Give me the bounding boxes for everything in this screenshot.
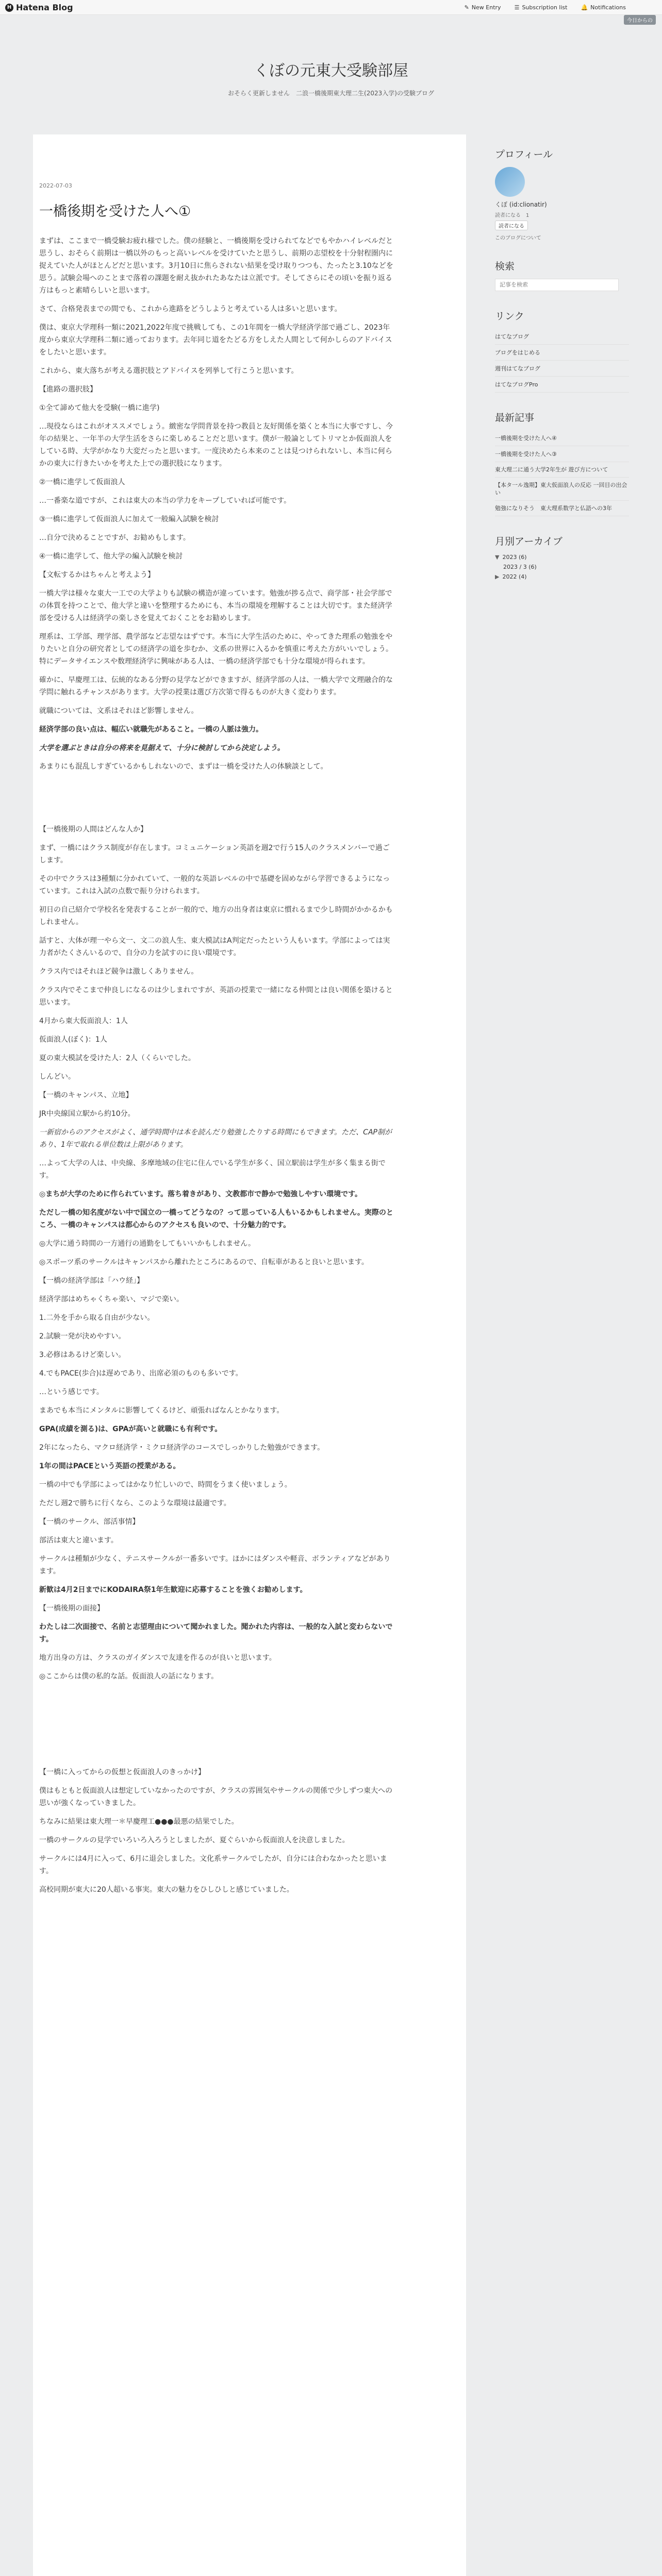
archive-label: 2022 (4) [502,573,527,580]
entry-paragraph: さて、合格発表までの間でも、これから進路をどうしようと考えている人は多いと思います。 [39,305,342,313]
recent-heading: 最新記事 [495,412,535,423]
account-menu-button[interactable]: 今日からの [624,15,656,25]
hatena-logo[interactable] [5,3,73,12]
new-entry-label: New Entry [471,4,501,11]
archive-label: 2023 / 3 (6) [503,564,537,570]
entry-paragraph [39,1188,395,1200]
entry-paragraph: 仮面浪人(ぼく)：1人 [39,1036,107,1044]
entry-paragraph: ①全て諦めて他大を受験(一橋に進学) [39,404,160,412]
entry-paragraph: あまりにも混乱しすぎているかもしれないので、まずは一橋を受けた人の体験談として。 [39,762,328,771]
archive-year-2023[interactable] [495,554,629,561]
recent-list [495,430,629,516]
links-list [495,329,629,393]
search-heading: 検索 [495,261,515,272]
entry-paragraph [39,1423,395,1435]
section-heading: 【一橋のキャンパス、立地】 [39,1091,133,1099]
entry-paragraph: まあでも本当にメンタルに影響してくるけど、頑張ればなんとかなります。 [39,1406,284,1415]
entry-paragraph: 4月から東大仮面浪人：1人 [39,1017,128,1025]
entry-paragraph: 【文転するかはちゃんと考えよう】 [39,571,155,579]
entry-paragraph: JR中央線国立駅から約10分。 [39,1110,135,1118]
profile-name[interactable]: くぼ (id:clionatir) [495,201,547,208]
entry-paragraph: 4.でもPACE(歩合)は遅めであり、出席必須のものも多いです。 [39,1369,243,1378]
logo-text: Hatena Blog [16,3,73,12]
hatena-logo-icon: H [5,4,13,12]
subscription-label: Subscription list [522,4,568,11]
section-heading: 【一橋のサークル、部活事情】 [39,1518,140,1526]
entry-paragraph: クラス内ではそれほど競争は激しくありません。 [39,968,198,976]
entry-paragraph: ◎ここからは僕の私的な話。仮面浪人の話になります。 [39,1672,219,1681]
entry-bold-text: 1年の間はPACEという英語の授業がある。 [39,1462,180,1470]
entry-paragraph: まず、一橋にはクラス制度が存在します。コミュニケーション英語を週2で行う15人のクラスメンバーで過ごします。 [39,844,390,865]
entry-emphasis [39,742,395,754]
entry-paragraph: 2.試験一発が決めやすい。 [39,1332,126,1341]
recent-entry-link[interactable]: 一橋後期を受けた人へ③ [495,446,629,462]
entry-paragraph: ちなみに結果は東大理一＊早慶理工●●●最悪の結果でした。 [39,1818,239,1826]
entry-paragraph: …よって大学の人は、中央線、多摩地域の住宅に住んでいる学生が多く、国立駅前は学生が多く集まる街です。 [39,1159,386,1180]
entry-paragraph: 高校同期が東大に20人超いる事実。東大の魅力をひしひしと感じていました。 [39,1886,294,1894]
entry-paragraph: これから、東大落ちが考える選択肢とアドバイスを列挙して行こうと思います。 [39,367,299,375]
new-entry-link[interactable] [465,4,501,11]
about-blog-link[interactable]: このブログについて [495,235,541,241]
section-heading: 【一橋の経済学部は「ハウ経」】 [39,1277,144,1285]
link-item[interactable]: はてなブログPro [495,377,629,393]
list-icon: ☰ [514,4,520,11]
links-section [495,309,629,393]
entry-paragraph: サークルは種類が少なく、テニスサークルが一番多いです。ほかにはダンスや軽音、ボランティアなどがあります。 [39,1555,391,1575]
section-heading: 【一橋後期の人間はどんな人か】 [39,825,147,834]
recent-entry-link[interactable]: 勉強になりそう 東大理系数学と仏語への3年 [495,501,629,516]
entry-bold-italic-text: 大学を選ぶときは自分の将来を見据えて、十分に検討してから決定しよう。 [39,744,285,752]
entry-paragraph: ②一橋に進学して仮面浪人 [39,478,125,486]
top-bar [0,0,662,24]
entry-paragraph: その中でクラスは3種類に分かれていて、一般的な英語レベルの中で基礎を固めながら学習できるようになっています。これは入試の点数で振り分けられます。 [39,875,390,895]
entry-paragraph: …現役ならはこれがオススメでしょう。緻密な学問背景を持つ教員と友好関係を築くと本当に大事ですし、今年の結果と、一年半の大学生活をさらに楽しめることだと思います。僕が一般論としてトリマとか仮面浪人をしている時、大学がかなり大変だったと思います。一度決めたら本来のことは見つけられないし、本当に何らかの東大に行きたいかを考えた上での選択肢になります。 [39,422,393,468]
entry-paragraph: 【進路の選択肢】 [39,385,97,394]
recent-entry-link[interactable]: 一橋後期を受けた人へ④ [495,430,629,446]
entry-paragraph [39,1621,395,1646]
entry-paragraph: 経済学部はめちゃくちゃ楽い、マジで楽い。 [39,1295,184,1303]
entry-bold-text: ◎まちが大学のために作られています。落ち着きがあり、文教都市で静かで勉強しやすい環境です。 [39,1190,362,1198]
link-item[interactable]: ブログをはじめる [495,345,629,361]
pencil-icon: ✎ [464,4,469,11]
entry-italic-text: 一新宿からのアクセスがよく、通学時間中は本を読んだり勉強したりする時間にもできます。ただ、CAP制があり、1年で取れる単位数は上限があります。 [39,1128,392,1149]
blog-title[interactable]: くぼの元東大受験部屋 [254,62,408,80]
archive-label: 2023 (6) [502,554,527,561]
account-menu [624,14,656,25]
reader-count: 読者になる 1 [495,213,529,218]
spacer [39,779,395,823]
entry-paragraph: 1.二外を手から取る自由が少ない。 [39,1314,155,1322]
avatar[interactable] [495,167,525,197]
top-nav [465,4,626,11]
notifications-link[interactable] [581,4,626,11]
entry-paragraph: 地方出身の方は、クラスのガイダンスで友達を作るのが良いと思います。 [39,1654,276,1662]
sidebar [495,147,629,598]
entry-bold-text: 新歓は4月2日までにKODAIRA祭1年生歓迎に応募することを強くお勧めします。 [39,1586,307,1594]
entry-paragraph: 確かに、早慶理工は、伝統的なある分野の見学などができますが、経済学部の人は、一橋大学で文理融合的な学問に触れるチャンスがあります。大学の授業は選び方次第で得るものが大きく変わります。 [39,676,393,697]
entry-bold-text: ただし一橋の知名度がない中で国立の一橋ってどうなの？って思っている人もいるかもしれません。実際のところ、一橋のキャンパスは都心からのアクセスも良いので、十分魅力的です。 [39,1209,393,1229]
entry-body [39,235,395,1902]
entry-paragraph: 話すと、大体が理一やら文一、文二の浪人生、東大模試はA判定だったという人もいます。学部によっては実力者がたくさんいるので、自分の力を試すのに良い環境です。 [39,937,390,957]
entry-paragraph [39,1460,395,1472]
blog-description: おそらく更新しません 二浪一橋後期東大理二生(2023入学)の受験ブログ [228,90,434,97]
entry-paragraph: ③一橋に進学して仮面浪人に加えて一般編入試験を検討 [39,515,219,523]
entry-paragraph: 僕は、東京大学理科一類に2021,2022年度で挑戦しても、この1年間を一橋大学経済学部で過ごし、2023年度から東京大学理科二類に通っております。去年同じ道をたどる方をしえた人間として何かしらのアドバイスをしたいと思います。 [39,324,392,357]
follow-button[interactable]: 読者になる [495,221,528,230]
triangle-right-icon: ▶ [495,573,500,580]
entry-paragraph: ④一橋に進学して、他大学の編入試験を検討 [39,552,183,561]
entry-paragraph: 3.必修はあるけど楽しい。 [39,1351,126,1359]
entry-paragraph: …一番楽な道ですが、これは東大の本当の学力をキープしていれば可能です。 [39,497,291,505]
entry-paragraph: 一橋の中でも学部によってはかなり忙しいので、時間をうまく使いましょう。 [39,1481,292,1489]
recent-entries-section [495,410,629,516]
entry-paragraph: ◎大学に通う時間の一方通行の通勤をしてもいいかもしれません。 [39,1240,256,1248]
ad-area [33,134,466,171]
links-heading: リンク [495,311,524,322]
entry-paragraph: 理系は、工学部、理学部、農学部など志望なはずです。本当に大学生活のために、やってきた理系の勉強をやりたいと自分の研究者としての経済学の道を歩むか、文系の世界に入るかを慎重に考えた方がいいでしょう。特にデータサイエンスや数理経済学に興味がある人は、一橋の経済学部でも十分な環境が得られます。 [39,633,393,666]
entry-paragraph [39,1207,395,1231]
link-item[interactable]: 週刊はてなブログ [495,361,629,377]
entry-paragraph: 僕はもともと仮面浪人は想定していなかったのですが、クラスの雰囲気やサークルの関係で少しずつ東大への思いが強くなっていきました。 [39,1787,393,1807]
archive-section [495,534,629,580]
notifications-label: Notifications [590,4,626,11]
section-heading: 【一橋に入ってからの仮想と仮面浪人のきっかけ】 [39,1768,205,1776]
entry-date[interactable]: 2022-07-03 [39,182,72,189]
entry-bold-text: GPA(成績を測る)は、GPAが高いと就職にも有利です。 [39,1425,222,1433]
entry-paragraph: しんどい。 [39,1073,75,1081]
entry-paragraph: 部活は東大と違います。 [39,1536,118,1545]
profile-heading: プロフィール [495,149,553,160]
entry-paragraph: 就職については、文系はそれほど影響しません。 [39,707,198,715]
entry-paragraph: …という感じです。 [39,1388,104,1396]
entry-paragraph: まずは、ここまで一橋受験お疲れ様でした。僕の経験と、一橋後期を受けられてなどでもやかハイレベルだと思うし、おそらく前期は一橋以外のもっと高いレベルを受けていたと思うし、前期の志望校を十分射程圏内に捉えていた人がほとんどだと思います。3月10日に焦らされない結果を受け取りつつも、たったと3.10などを思う。試験会場へのことまで落着の課題を耐え抜かれたあなたは立派です。そしてさらにその頃いを振り返る方はもっと素晴らしいと思います。 [39,237,393,295]
spacer [39,1689,395,1766]
entry-paragraph: …自分で決めることですが、お勧めもします。 [39,534,190,542]
triangle-down-icon: ▼ [495,554,500,561]
entry-paragraph: ◎スポーツ系のサークルはキャンパスから離れたところにあるので、自転車があると良いと思います。 [39,1258,369,1266]
entry-paragraph [39,1584,395,1596]
entry-paragraph: 一橋大学は様々な東大一工での大学よりも試験の構造が違っています。勉強が捗る点で、商学部・社会学部での体質を持つことで、他大学と違いを整理するためにも、本当の環境を理解することは大切です。また経済学部を受ける人は経済学の楽しさを覚えておくことをお勧めします。 [39,589,392,622]
entry-bold-text: わたしは二次面接で、名前と志望理由について聞かれました。聞かれた内容は、一般的な入試と変わらないです。 [39,1623,393,1643]
entry-paragraph: サークルには4月に入って、6月に退会しました。文化系サークルでしたが、自分には合わなかったと思います。 [39,1855,387,1875]
entry-paragraph: 初日の自己紹介で学校名を発表することが一般的で、地方の出身者は東京に慣れるまで少し時間がかかるかもしれません。 [39,906,393,926]
entry-emphasis [39,723,395,736]
link-item[interactable]: はてなブログ [495,329,629,345]
entry-paragraph: ただし週2で勝ちに行くなら、このような環境は最適です。 [39,1499,231,1507]
search-section [495,259,629,291]
profile-section [495,147,629,241]
archive-year-2022[interactable] [495,573,629,580]
entry-paragraph [39,1126,395,1151]
section-heading: 【一橋後期の面接】 [39,1604,104,1613]
entry-paragraph: 一橋のサークルの見学でいろいろ入ろうとしましたが、夏ぐらいから仮面浪人を決意しました。 [39,1836,350,1844]
entry-title[interactable]: 一橋後期を受けた人へ① [39,204,191,219]
bell-icon: 🔔 [581,4,588,11]
recent-entry-link[interactable]: 東大理二に通う大学2年生が 遊び方について [495,462,629,478]
entry-paragraph: クラス内でそこまで仲良しになるのは少しまれですが、英語の授業で一緒になる仲間とは良い関係を築けると思います。 [39,986,393,1007]
subscription-link[interactable] [515,4,568,11]
archive-month[interactable] [495,564,629,570]
recent-entry-link[interactable]: 【本タ一ル逸期】東大仮面浪人の反応 一回目の出会い [495,478,629,501]
entry-bold-text: 経済学部の良い点は、幅広い就職先があること。一橋の人脈は強力。 [39,725,263,734]
entry-paragraph: 夏の東大模試を受けた人：2人（くらいでした。 [39,1054,195,1062]
entry-paragraph: 2年になったら、マクロ経済学・ミクロ経済学のコースでしっかりした勉強ができます。 [39,1444,325,1452]
search-input[interactable] [495,279,619,291]
archive-heading: 月別アーカイブ [495,536,562,547]
